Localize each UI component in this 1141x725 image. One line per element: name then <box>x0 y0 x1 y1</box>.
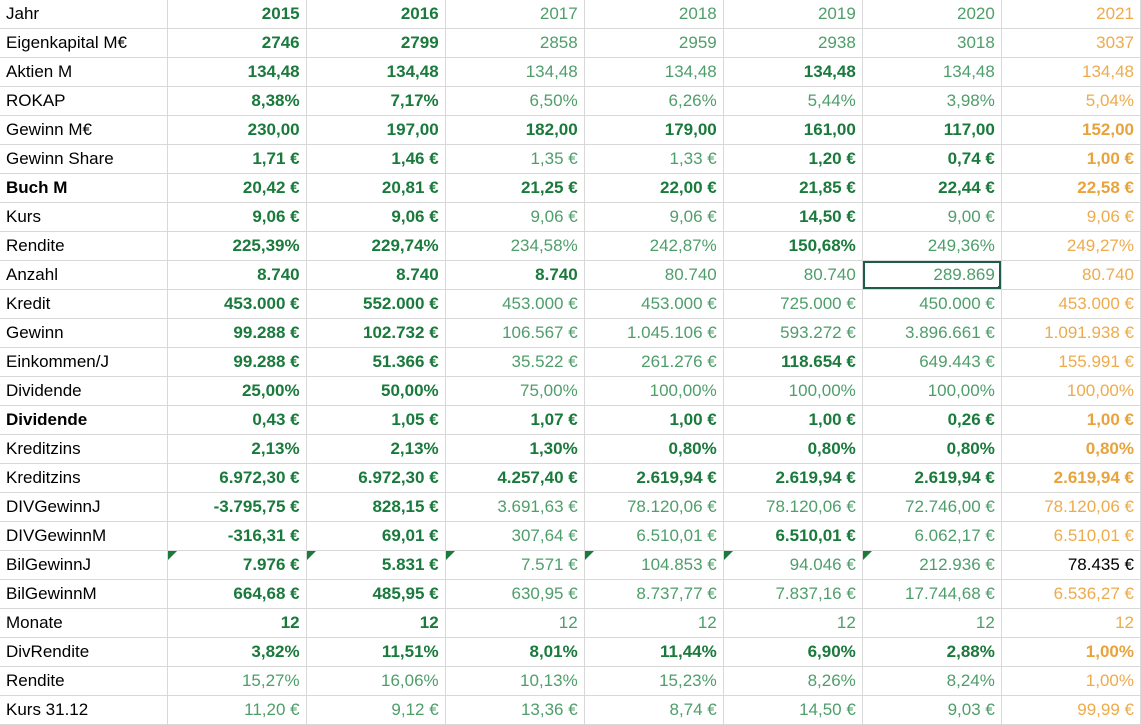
cell[interactable]: 2959 <box>584 29 723 58</box>
row-label[interactable]: Rendite <box>0 667 167 696</box>
row-label[interactable]: Aktien M <box>0 58 167 87</box>
table-row <box>0 551 1141 580</box>
cell[interactable]: 17.744,68 € <box>862 580 1001 609</box>
cell[interactable]: 5,44% <box>723 87 862 116</box>
cell[interactable]: 2020 <box>862 0 1001 29</box>
cell[interactable]: 161,00 <box>723 116 862 145</box>
row-label[interactable]: DivRendite <box>0 638 167 667</box>
row-label[interactable]: Kurs 31.12 <box>0 696 167 725</box>
cell[interactable]: 9,06 € <box>445 203 584 232</box>
cell[interactable]: 0,80% <box>1001 435 1140 464</box>
cell[interactable]: 8.737,77 € <box>584 580 723 609</box>
cell[interactable]: 212.936 € <box>862 551 1001 580</box>
cell[interactable]: 2021 <box>1001 0 1140 29</box>
cell[interactable]: 8,74 € <box>584 696 723 725</box>
cell[interactable]: 75,00% <box>445 377 584 406</box>
cell[interactable]: 10,13% <box>445 667 584 696</box>
cell[interactable]: 9,00 € <box>862 203 1001 232</box>
row-label[interactable]: Buch M <box>0 174 167 203</box>
cell[interactable]: 78.120,06 € <box>584 493 723 522</box>
cell[interactable]: 3037 <box>1001 29 1140 58</box>
cell[interactable]: 453.000 € <box>1001 290 1140 319</box>
cell[interactable]: 1,46 € <box>306 145 445 174</box>
cell[interactable]: 3.896.661 € <box>862 319 1001 348</box>
table-row <box>0 290 1141 319</box>
cell[interactable]: 7,17% <box>306 87 445 116</box>
row-label[interactable]: Jahr <box>0 0 167 29</box>
cell[interactable]: 0,26 € <box>862 406 1001 435</box>
cell[interactable]: 828,15 € <box>306 493 445 522</box>
cell[interactable]: 1,00 € <box>1001 145 1140 174</box>
cell[interactable]: 3.691,63 € <box>445 493 584 522</box>
cell[interactable]: 197,00 <box>306 116 445 145</box>
cell[interactable]: 8.740 <box>167 261 306 290</box>
cell[interactable]: 630,95 € <box>445 580 584 609</box>
cell[interactable]: 9,06 € <box>584 203 723 232</box>
cell[interactable]: 15,23% <box>584 667 723 696</box>
cell[interactable]: 229,74% <box>306 232 445 261</box>
cell[interactable]: 249,36% <box>862 232 1001 261</box>
cell[interactable]: 6.510,01 € <box>584 522 723 551</box>
table-row <box>0 522 1141 551</box>
table-row <box>0 29 1141 58</box>
table-row <box>0 377 1141 406</box>
table-row <box>0 638 1141 667</box>
cell[interactable]: 1.091.938 € <box>1001 319 1140 348</box>
cell[interactable]: 0,80% <box>862 435 1001 464</box>
cell[interactable]: 13,36 € <box>445 696 584 725</box>
cell[interactable]: 230,00 <box>167 116 306 145</box>
cell[interactable]: 16,06% <box>306 667 445 696</box>
table-row <box>0 435 1141 464</box>
cell[interactable]: 8,24% <box>862 667 1001 696</box>
cell[interactable]: 2,13% <box>167 435 306 464</box>
row-label[interactable]: Kreditzins <box>0 435 167 464</box>
cell[interactable]: 12 <box>306 609 445 638</box>
cell[interactable]: 453.000 € <box>445 290 584 319</box>
cell[interactable]: 12 <box>584 609 723 638</box>
cell[interactable]: 15,27% <box>167 667 306 696</box>
cell[interactable]: 0,43 € <box>167 406 306 435</box>
cell[interactable]: 182,00 <box>445 116 584 145</box>
cell[interactable]: 22,44 € <box>862 174 1001 203</box>
cell[interactable]: 134,48 <box>167 58 306 87</box>
cell[interactable]: 453.000 € <box>167 290 306 319</box>
table-row <box>0 145 1141 174</box>
row-label[interactable]: Kreditzins <box>0 464 167 493</box>
table-row <box>0 87 1141 116</box>
cell[interactable]: 453.000 € <box>584 290 723 319</box>
cell[interactable]: 6.972,30 € <box>306 464 445 493</box>
cell[interactable]: -3.795,75 € <box>167 493 306 522</box>
cell[interactable]: 1,71 € <box>167 145 306 174</box>
cell[interactable]: 20,42 € <box>167 174 306 203</box>
cell[interactable]: 134,48 <box>862 58 1001 87</box>
cell[interactable]: 3018 <box>862 29 1001 58</box>
cell[interactable]: 134,48 <box>723 58 862 87</box>
cell[interactable]: 12 <box>862 609 1001 638</box>
cell[interactable]: 0,80% <box>584 435 723 464</box>
row-label[interactable]: DIVGewinnM <box>0 522 167 551</box>
cell[interactable]: 9,06 € <box>167 203 306 232</box>
cell[interactable]: 2,88% <box>862 638 1001 667</box>
cell[interactable]: 242,87% <box>584 232 723 261</box>
cell[interactable]: 1,00% <box>1001 638 1140 667</box>
cell[interactable]: 2017 <box>445 0 584 29</box>
table-row <box>0 580 1141 609</box>
cell[interactable]: 2938 <box>723 29 862 58</box>
cell[interactable]: 2,13% <box>306 435 445 464</box>
row-label[interactable]: DIVGewinnJ <box>0 493 167 522</box>
cell[interactable]: 14,50 € <box>723 203 862 232</box>
row-label[interactable]: BilGewinnM <box>0 580 167 609</box>
cell[interactable]: 134,48 <box>1001 58 1140 87</box>
cell[interactable]: 225,39% <box>167 232 306 261</box>
table-row <box>0 0 1141 29</box>
cell[interactable]: 11,44% <box>584 638 723 667</box>
cell[interactable]: 2.619,94 € <box>723 464 862 493</box>
cell[interactable]: 6.062,17 € <box>862 522 1001 551</box>
cell[interactable]: 78.120,06 € <box>1001 493 1140 522</box>
table-row <box>0 667 1141 696</box>
cell[interactable]: 6,50% <box>445 87 584 116</box>
cell[interactable]: 80.740 <box>1001 261 1140 290</box>
cell[interactable]: 249,27% <box>1001 232 1140 261</box>
cell[interactable]: 6,90% <box>723 638 862 667</box>
table-row <box>0 116 1141 145</box>
cell[interactable]: 78.120,06 € <box>723 493 862 522</box>
cell[interactable]: 0,80% <box>723 435 862 464</box>
cell[interactable]: 2018 <box>584 0 723 29</box>
table-row <box>0 261 1141 290</box>
cell[interactable]: 8.740 <box>445 261 584 290</box>
cell[interactable]: 725.000 € <box>723 290 862 319</box>
cell[interactable]: 8.740 <box>306 261 445 290</box>
table-row <box>0 174 1141 203</box>
cell[interactable]: 25,00% <box>167 377 306 406</box>
cell[interactable]: -316,31 € <box>167 522 306 551</box>
cell[interactable]: 289.869 <box>862 261 1001 290</box>
row-label[interactable]: Dividende <box>0 406 167 435</box>
cell[interactable]: 261.276 € <box>584 348 723 377</box>
cell[interactable]: 2746 <box>167 29 306 58</box>
row-label[interactable]: Dividende <box>0 377 167 406</box>
table-row <box>0 609 1141 638</box>
cell[interactable]: 450.000 € <box>862 290 1001 319</box>
cell[interactable]: 22,00 € <box>584 174 723 203</box>
cell[interactable]: 1,00 € <box>723 406 862 435</box>
cell[interactable]: 12 <box>445 609 584 638</box>
cell[interactable]: 2016 <box>306 0 445 29</box>
cell[interactable]: 102.732 € <box>306 319 445 348</box>
cell[interactable]: 12 <box>723 609 862 638</box>
cell[interactable]: 6.510,01 € <box>1001 522 1140 551</box>
table-row <box>0 203 1141 232</box>
row-label[interactable]: Eigenkapital M€ <box>0 29 167 58</box>
cell[interactable]: 1,33 € <box>584 145 723 174</box>
cell[interactable]: 2799 <box>306 29 445 58</box>
cell[interactable]: 2.619,94 € <box>584 464 723 493</box>
cell[interactable]: 21,25 € <box>445 174 584 203</box>
cell[interactable]: 7.976 € <box>167 551 306 580</box>
table-row <box>0 232 1141 261</box>
cell[interactable]: 1,00 € <box>1001 406 1140 435</box>
row-label[interactable]: Gewinn M€ <box>0 116 167 145</box>
cell[interactable]: 7.837,16 € <box>723 580 862 609</box>
row-label[interactable]: Einkommen/J <box>0 348 167 377</box>
cell[interactable]: 14,50 € <box>723 696 862 725</box>
cell[interactable]: 100,00% <box>862 377 1001 406</box>
cell[interactable]: 69,01 € <box>306 522 445 551</box>
cell[interactable]: 8,38% <box>167 87 306 116</box>
row-label[interactable]: Gewinn Share <box>0 145 167 174</box>
cell[interactable]: 6.536,27 € <box>1001 580 1140 609</box>
cell[interactable]: 21,85 € <box>723 174 862 203</box>
cell[interactable]: 1,07 € <box>445 406 584 435</box>
cell[interactable]: 1,35 € <box>445 145 584 174</box>
cell[interactable]: 104.853 € <box>584 551 723 580</box>
table-row <box>0 464 1141 493</box>
cell[interactable]: 51.366 € <box>306 348 445 377</box>
cell[interactable]: 1,00% <box>1001 667 1140 696</box>
cell[interactable]: 118.654 € <box>723 348 862 377</box>
cell[interactable]: 12 <box>1001 609 1140 638</box>
cell[interactable]: 234,58% <box>445 232 584 261</box>
cell[interactable]: 4.257,40 € <box>445 464 584 493</box>
cell[interactable]: 117,00 <box>862 116 1001 145</box>
cell[interactable]: 35.522 € <box>445 348 584 377</box>
cell[interactable]: 99,99 € <box>1001 696 1140 725</box>
table-row <box>0 406 1141 435</box>
cell[interactable]: 78.435 € <box>1001 551 1140 580</box>
cell[interactable]: 485,95 € <box>306 580 445 609</box>
table-row <box>0 319 1141 348</box>
cell[interactable]: 155.991 € <box>1001 348 1140 377</box>
table-row <box>0 348 1141 377</box>
table-row <box>0 493 1141 522</box>
cell[interactable]: 99.288 € <box>167 348 306 377</box>
cell[interactable]: 664,68 € <box>167 580 306 609</box>
row-label[interactable]: BilGewinnJ <box>0 551 167 580</box>
cell[interactable]: 12 <box>167 609 306 638</box>
cell[interactable]: 2858 <box>445 29 584 58</box>
cell[interactable]: 5,04% <box>1001 87 1140 116</box>
row-label[interactable]: Kredit <box>0 290 167 319</box>
cell[interactable]: 2.619,94 € <box>862 464 1001 493</box>
cell[interactable]: 11,20 € <box>167 696 306 725</box>
row-label[interactable]: Monate <box>0 609 167 638</box>
cell[interactable]: 100,00% <box>723 377 862 406</box>
cell[interactable]: 134,48 <box>584 58 723 87</box>
cell[interactable]: 8,26% <box>723 667 862 696</box>
cell[interactable]: 150,68% <box>723 232 862 261</box>
cell[interactable]: 1,20 € <box>723 145 862 174</box>
row-label[interactable]: Anzahl <box>0 261 167 290</box>
cell[interactable]: 6.510,01 € <box>723 522 862 551</box>
row-label[interactable]: Kurs <box>0 203 167 232</box>
cell[interactable]: 6,26% <box>584 87 723 116</box>
cell[interactable]: 22,58 € <box>1001 174 1140 203</box>
cell[interactable]: 100,00% <box>584 377 723 406</box>
cell[interactable]: 11,51% <box>306 638 445 667</box>
cell[interactable]: 649.443 € <box>862 348 1001 377</box>
cell[interactable]: 1,30% <box>445 435 584 464</box>
cell[interactable]: 2.619,94 € <box>1001 464 1140 493</box>
cell[interactable]: 106.567 € <box>445 319 584 348</box>
row-label[interactable]: ROKAP <box>0 87 167 116</box>
table-row <box>0 696 1141 725</box>
cell[interactable]: 593.272 € <box>723 319 862 348</box>
cell[interactable]: 7.571 € <box>445 551 584 580</box>
row-label[interactable]: Gewinn <box>0 319 167 348</box>
cell[interactable]: 2019 <box>723 0 862 29</box>
cell[interactable]: 552.000 € <box>306 290 445 319</box>
cell[interactable]: 0,74 € <box>862 145 1001 174</box>
table-row <box>0 58 1141 87</box>
cell[interactable]: 5.831 € <box>306 551 445 580</box>
cell[interactable]: 1,00 € <box>584 406 723 435</box>
cell[interactable]: 6.972,30 € <box>167 464 306 493</box>
cell[interactable]: 134,48 <box>306 58 445 87</box>
cell[interactable]: 80.740 <box>723 261 862 290</box>
cell[interactable]: 72.746,00 € <box>862 493 1001 522</box>
cell[interactable]: 3,98% <box>862 87 1001 116</box>
cell[interactable]: 152,00 <box>1001 116 1140 145</box>
cell[interactable]: 1,05 € <box>306 406 445 435</box>
cell[interactable]: 80.740 <box>584 261 723 290</box>
cell[interactable]: 9,03 € <box>862 696 1001 725</box>
cell[interactable]: 9,12 € <box>306 696 445 725</box>
cell[interactable]: 3,82% <box>167 638 306 667</box>
cell[interactable]: 8,01% <box>445 638 584 667</box>
cell[interactable]: 9,06 € <box>1001 203 1140 232</box>
cell[interactable]: 179,00 <box>584 116 723 145</box>
cell[interactable]: 307,64 € <box>445 522 584 551</box>
cell[interactable]: 94.046 € <box>723 551 862 580</box>
cell[interactable]: 50,00% <box>306 377 445 406</box>
row-label[interactable]: Rendite <box>0 232 167 261</box>
cell[interactable]: 9,06 € <box>306 203 445 232</box>
cell[interactable]: 99.288 € <box>167 319 306 348</box>
cell[interactable]: 20,81 € <box>306 174 445 203</box>
cell[interactable]: 1.045.106 € <box>584 319 723 348</box>
cell[interactable]: 134,48 <box>445 58 584 87</box>
cell[interactable]: 2015 <box>167 0 306 29</box>
cell[interactable]: 100,00% <box>1001 377 1140 406</box>
